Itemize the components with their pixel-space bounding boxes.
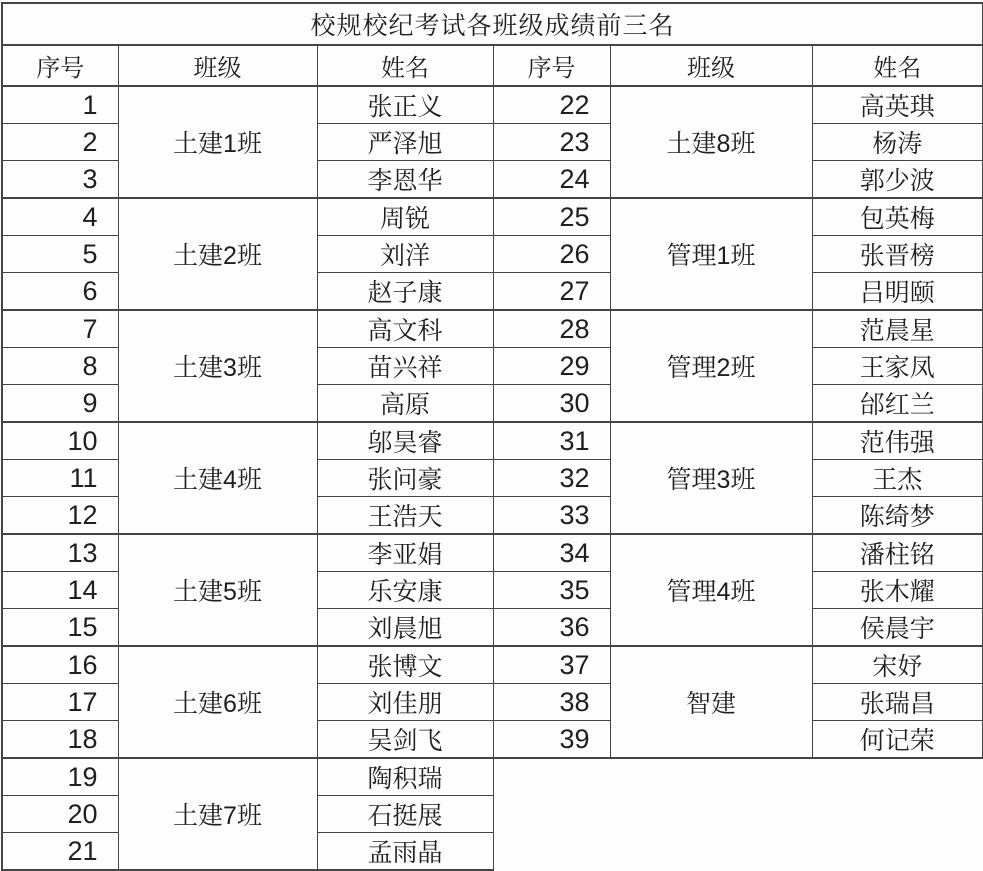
column-header-class-left: 班级	[118, 45, 317, 86]
serial-cell: 33	[493, 497, 610, 535]
table-row	[2, 86, 983, 124]
title-row	[2, 3, 983, 45]
serial-cell: 36	[493, 609, 610, 647]
name-cell: 张博文	[317, 646, 493, 684]
class-cell: 土建4班	[118, 422, 317, 534]
name-cell: 张正义	[317, 86, 493, 124]
serial-cell: 31	[493, 422, 610, 460]
name-cell: 陶积瑞	[317, 758, 493, 796]
class-cell: 土建7班	[118, 758, 317, 870]
name-cell: 陈绮梦	[812, 497, 983, 535]
name-cell: 张问豪	[317, 460, 493, 497]
table-row	[2, 534, 983, 572]
name-cell: 王杰	[812, 460, 983, 497]
table-row	[2, 310, 983, 348]
serial-cell: 12	[2, 497, 118, 535]
class-cell: 管理3班	[610, 422, 812, 534]
serial-cell: 2	[2, 124, 118, 161]
class-cell: 土建2班	[118, 198, 317, 310]
class-cell: 土建1班	[118, 86, 317, 198]
serial-cell: 26	[493, 236, 610, 273]
serial-cell: 38	[493, 684, 610, 721]
name-cell: 何记荣	[812, 721, 983, 759]
serial-cell: 18	[2, 721, 118, 759]
serial-cell: 30	[493, 385, 610, 423]
column-header-class-right: 班级	[610, 45, 812, 86]
name-cell: 张晋榜	[812, 236, 983, 273]
serial-cell: 19	[2, 758, 118, 796]
class-cell: 土建6班	[118, 646, 317, 758]
class-cell: 管理1班	[610, 198, 812, 310]
column-header-serial-right: 序号	[493, 45, 610, 86]
serial-cell: 15	[2, 609, 118, 647]
name-cell: 杨涛	[812, 124, 983, 161]
serial-cell: 4	[2, 198, 118, 236]
serial-cell: 27	[493, 273, 610, 311]
serial-cell: 22	[493, 86, 610, 124]
serial-cell: 37	[493, 646, 610, 684]
class-cell: 土建8班	[610, 86, 812, 198]
serial-cell: 7	[2, 310, 118, 348]
table-row	[2, 758, 983, 796]
name-cell: 王家凤	[812, 348, 983, 385]
serial-cell: 39	[493, 721, 610, 759]
serial-cell: 11	[2, 460, 118, 497]
table-body	[2, 86, 983, 870]
serial-cell: 3	[2, 161, 118, 199]
name-cell: 邬昊睿	[317, 422, 493, 460]
name-cell: 高文科	[317, 310, 493, 348]
column-header-name-left: 姓名	[317, 45, 493, 86]
name-cell: 石挺展	[317, 796, 493, 833]
table-row	[2, 646, 983, 684]
page-title: 校规校纪考试各班级成绩前三名	[2, 3, 983, 45]
name-cell: 苗兴祥	[317, 348, 493, 385]
name-cell: 刘洋	[317, 236, 493, 273]
serial-cell: 21	[2, 833, 118, 871]
serial-cell: 14	[2, 572, 118, 609]
class-cell: 管理4班	[610, 534, 812, 646]
name-cell: 高英琪	[812, 86, 983, 124]
class-cell: 土建3班	[118, 310, 317, 422]
serial-cell: 32	[493, 460, 610, 497]
serial-cell: 24	[493, 161, 610, 199]
table-row	[2, 198, 983, 236]
serial-cell: 10	[2, 422, 118, 460]
name-cell: 郭少波	[812, 161, 983, 199]
name-cell: 张木耀	[812, 572, 983, 609]
header-row	[2, 45, 983, 86]
name-cell: 侯晨宇	[812, 609, 983, 647]
name-cell: 刘晨旭	[317, 609, 493, 647]
name-cell: 李亚娟	[317, 534, 493, 572]
class-cell: 智建	[610, 646, 812, 758]
name-cell: 乐安康	[317, 572, 493, 609]
name-cell: 张瑞昌	[812, 684, 983, 721]
serial-cell: 9	[2, 385, 118, 423]
results-table	[1, 2, 983, 871]
column-header-name-right: 姓名	[812, 45, 983, 86]
class-cell: 土建5班	[118, 534, 317, 646]
serial-cell: 6	[2, 273, 118, 311]
name-cell: 赵子康	[317, 273, 493, 311]
serial-cell: 29	[493, 348, 610, 385]
serial-cell: 16	[2, 646, 118, 684]
serial-cell: 13	[2, 534, 118, 572]
name-cell: 范晨星	[812, 310, 983, 348]
name-cell: 刘佳朋	[317, 684, 493, 721]
table-row	[2, 422, 983, 460]
name-cell: 邰红兰	[812, 385, 983, 423]
serial-cell: 20	[2, 796, 118, 833]
serial-cell: 34	[493, 534, 610, 572]
name-cell: 周锐	[317, 198, 493, 236]
name-cell: 吕明颐	[812, 273, 983, 311]
name-cell: 李恩华	[317, 161, 493, 199]
name-cell: 高原	[317, 385, 493, 423]
name-cell: 潘柱铭	[812, 534, 983, 572]
name-cell: 吴剑飞	[317, 721, 493, 759]
name-cell: 王浩天	[317, 497, 493, 535]
name-cell: 包英梅	[812, 198, 983, 236]
serial-cell: 35	[493, 572, 610, 609]
serial-cell: 8	[2, 348, 118, 385]
serial-cell: 17	[2, 684, 118, 721]
serial-cell: 25	[493, 198, 610, 236]
name-cell: 孟雨晶	[317, 833, 493, 871]
name-cell: 严泽旭	[317, 124, 493, 161]
serial-cell: 1	[2, 86, 118, 124]
serial-cell: 28	[493, 310, 610, 348]
serial-cell: 23	[493, 124, 610, 161]
serial-cell: 5	[2, 236, 118, 273]
name-cell: 宋妤	[812, 646, 983, 684]
column-header-serial-left: 序号	[2, 45, 118, 86]
name-cell: 范伟强	[812, 422, 983, 460]
class-cell: 管理2班	[610, 310, 812, 422]
